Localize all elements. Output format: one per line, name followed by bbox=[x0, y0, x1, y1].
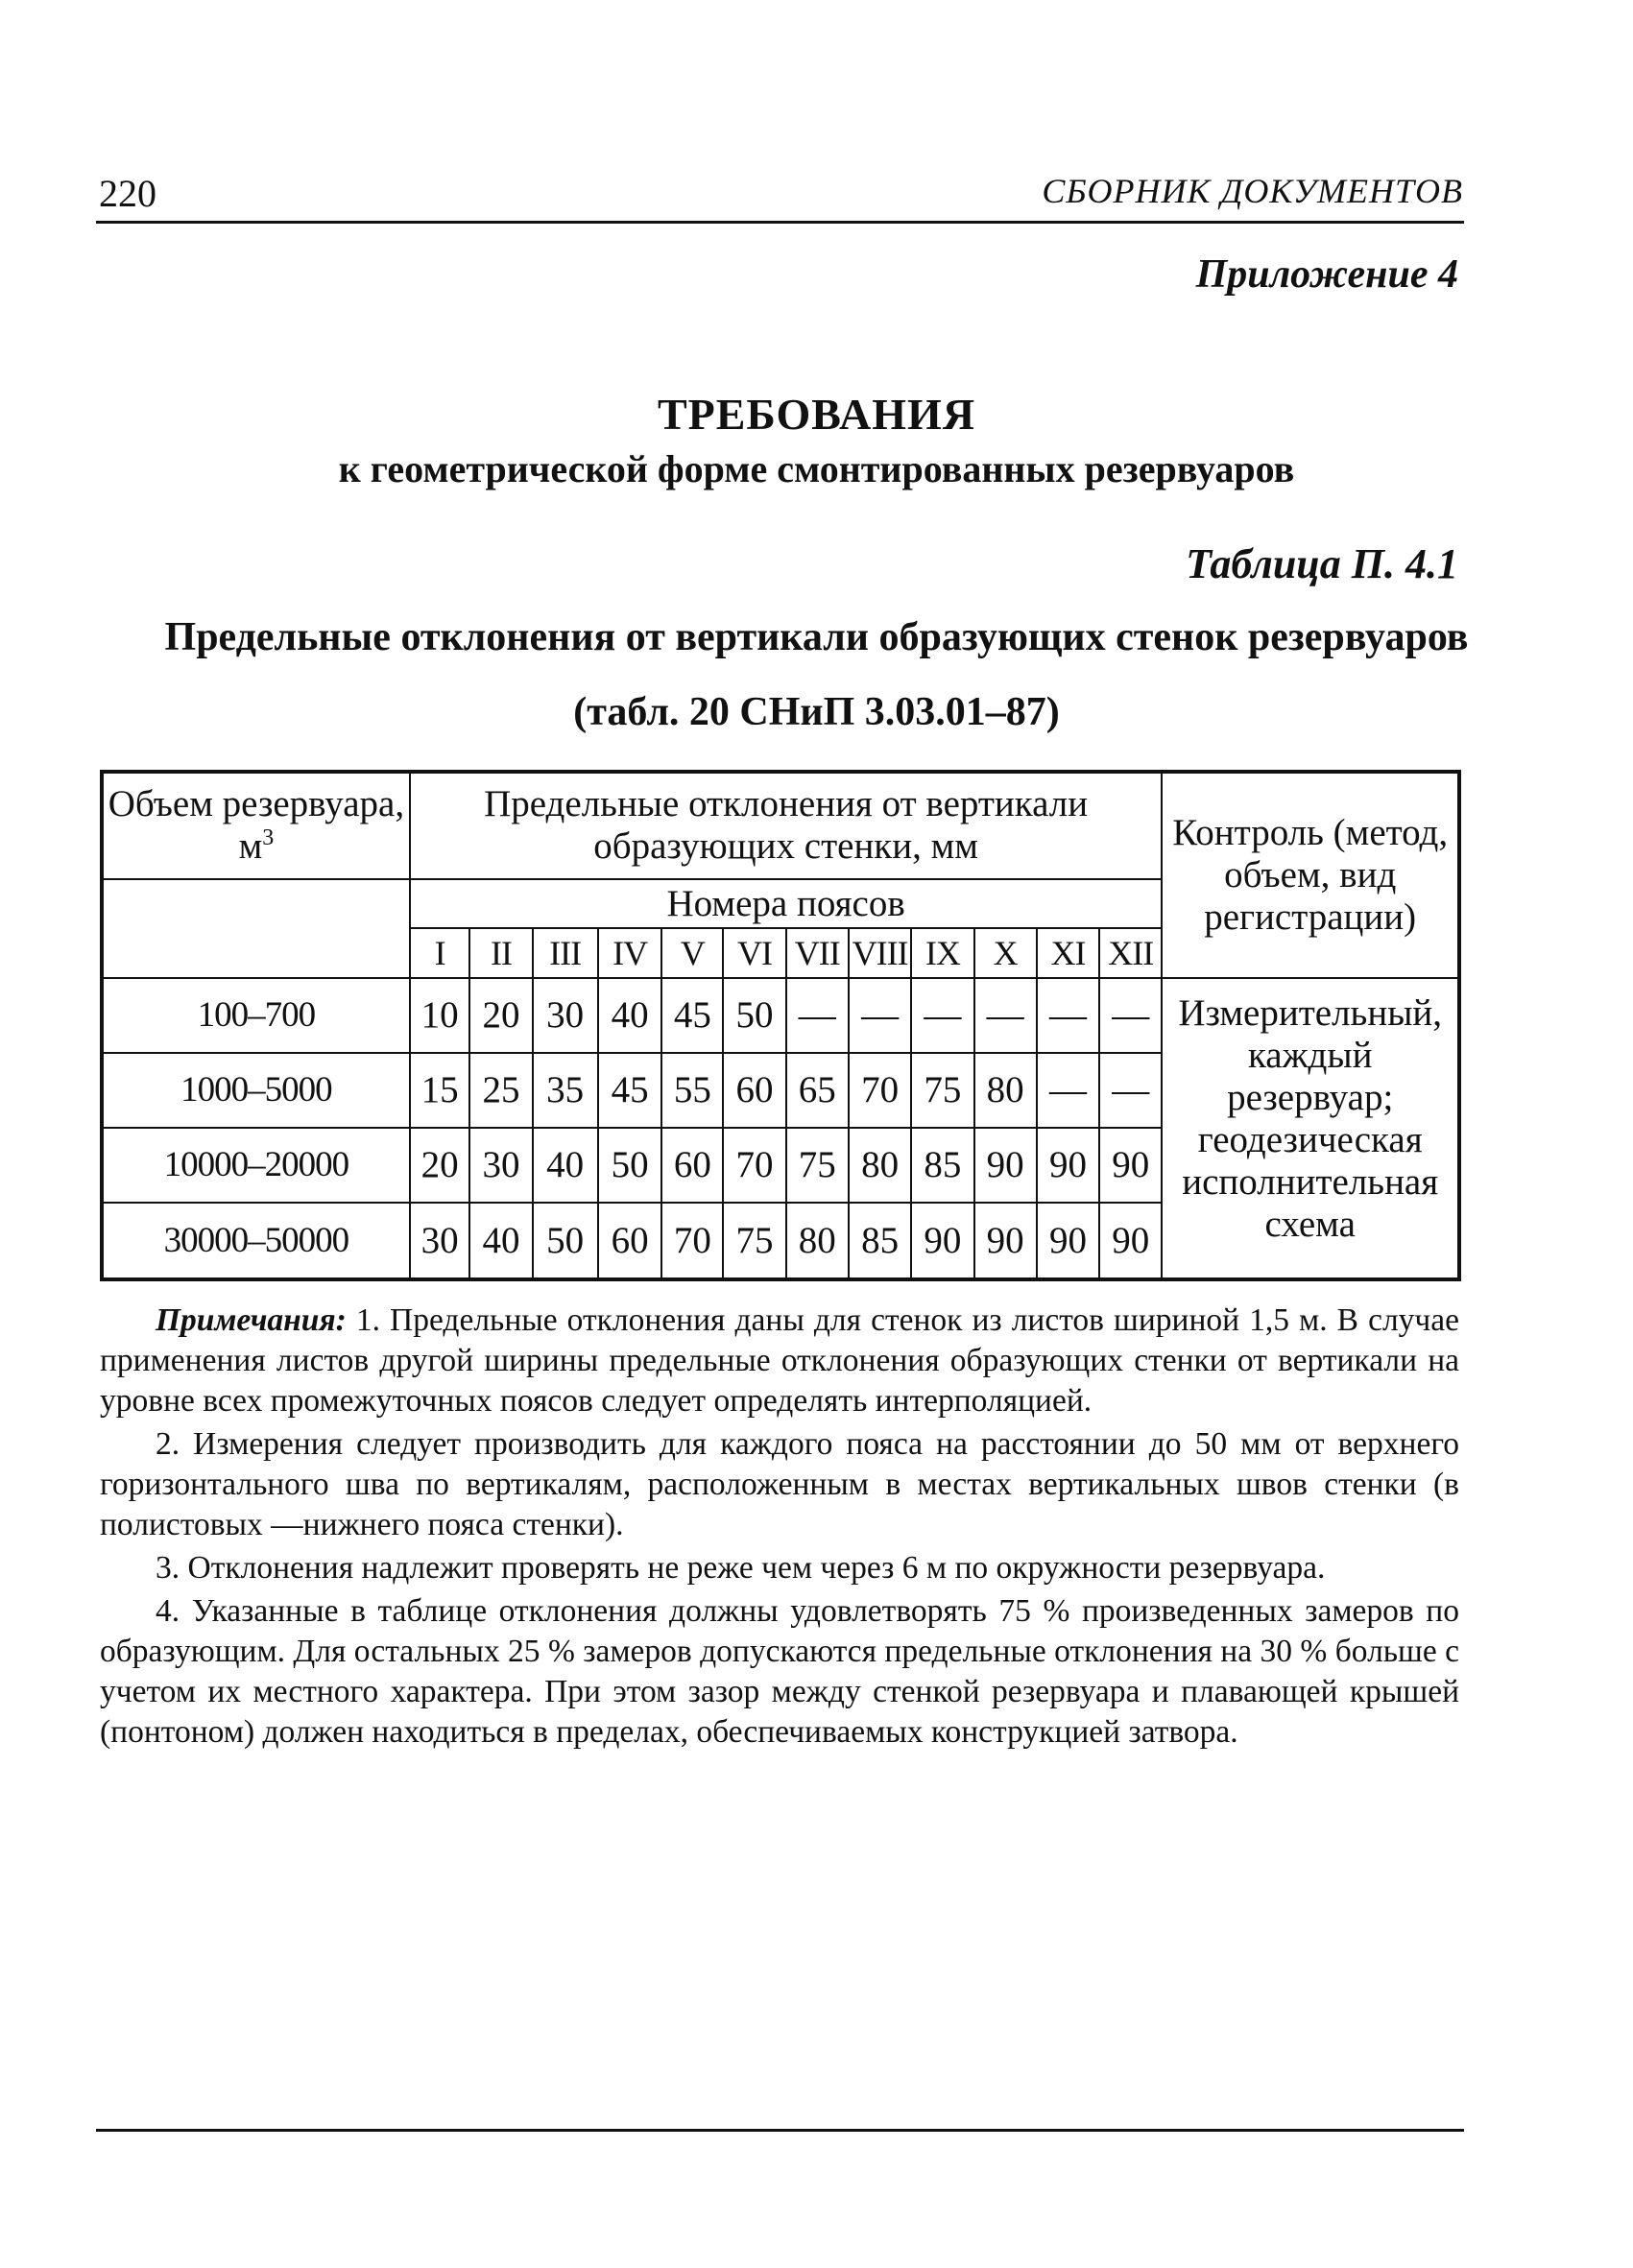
value-cell: 20 bbox=[410, 1128, 469, 1203]
value-cell: 80 bbox=[849, 1128, 911, 1203]
note-3: 3. Отклонения надлежит проверять не реже чем через 6 м по окружности резервуара. bbox=[156, 1550, 1326, 1586]
value-cell: 50 bbox=[598, 1128, 662, 1203]
belt-number-cell: VII bbox=[786, 928, 849, 977]
value-cell: 60 bbox=[598, 1203, 662, 1279]
value-cell: 55 bbox=[661, 1053, 723, 1128]
volume-header-text: Объем резервуара, м bbox=[108, 783, 405, 868]
table-title: Предельные отклонения от вертикали образующих стенок резервуаров bbox=[164, 615, 1469, 659]
volume-cell: 100–700 bbox=[102, 978, 410, 1053]
volume-cell: 10000–20000 bbox=[102, 1128, 410, 1203]
footer-rule bbox=[96, 2129, 1464, 2132]
value-cell: — bbox=[974, 978, 1037, 1053]
value-cell: 30 bbox=[410, 1203, 469, 1279]
value-cell: 90 bbox=[974, 1203, 1037, 1279]
value-cell: 70 bbox=[723, 1128, 785, 1203]
value-cell: — bbox=[911, 978, 973, 1053]
value-cell: 75 bbox=[786, 1128, 849, 1203]
value-cell: — bbox=[1037, 978, 1099, 1053]
value-cell: 85 bbox=[849, 1203, 911, 1279]
value-cell: 60 bbox=[723, 1053, 785, 1128]
control-cell: Измерительный, каждый резервуар; геодезическая исполнительная схема bbox=[1162, 978, 1459, 1279]
value-cell: — bbox=[786, 978, 849, 1053]
deviation-header: Предельные отклонения от вертикали образующих стенки, мм bbox=[410, 772, 1163, 879]
header-rule bbox=[96, 221, 1464, 224]
table-source: (табл. 20 СНиП 3.03.01–87) bbox=[573, 690, 1060, 734]
note-2: 2. Измерения следует производить для каждого пояса на расстоянии до 50 мм от верхнего горизонтального шва по вертикалям, расположенным в местах вертикальных швов стенки (в полистовых —нижнего пояса стенки). bbox=[100, 1426, 1459, 1542]
note-1 bbox=[100, 1301, 1459, 1421]
value-cell: 65 bbox=[786, 1053, 849, 1128]
value-cell: 50 bbox=[533, 1203, 598, 1279]
table-number: Таблица П. 4.1 bbox=[1186, 540, 1458, 587]
document-subtitle: к геометрической форме смонтированных резервуаров bbox=[338, 447, 1295, 490]
value-cell: 25 bbox=[469, 1053, 532, 1128]
value-cell: 90 bbox=[911, 1203, 973, 1279]
value-cell: 35 bbox=[533, 1053, 598, 1128]
value-cell: 90 bbox=[1037, 1203, 1099, 1279]
value-cell: 80 bbox=[786, 1203, 849, 1279]
value-cell: 80 bbox=[974, 1053, 1037, 1128]
value-cell: 90 bbox=[974, 1128, 1037, 1203]
value-cell: 75 bbox=[911, 1053, 973, 1128]
volume-header-sup: 3 bbox=[262, 825, 275, 851]
value-cell: 45 bbox=[598, 1053, 662, 1128]
notes bbox=[100, 1301, 1459, 1755]
belt-number-cell: X bbox=[974, 928, 1037, 977]
value-cell: 10 bbox=[410, 978, 469, 1053]
value-cell: 90 bbox=[1099, 1203, 1162, 1279]
note-text: 1. Предельные отклонения даны для стенок из листов шириной 1,5 м. В случае применения листов другой ширины предельные отклонения образующих стенки от вертикали на уровне всех промежуточных поясов следует определять интерполяцией. bbox=[100, 1302, 1459, 1419]
belt-number-cell: III bbox=[533, 928, 598, 977]
value-cell: 60 bbox=[661, 1128, 723, 1203]
deviation-table bbox=[100, 770, 1461, 1281]
value-cell: 45 bbox=[661, 978, 723, 1053]
value-cell: 70 bbox=[849, 1053, 911, 1128]
belts-header: Номера поясов bbox=[410, 879, 1163, 928]
value-cell: 40 bbox=[533, 1128, 598, 1203]
value-cell: 40 bbox=[598, 978, 662, 1053]
belt-number-cell: II bbox=[469, 928, 532, 977]
value-cell: 75 bbox=[723, 1203, 785, 1279]
table-row bbox=[102, 978, 1459, 1053]
running-head: СБОРНИК ДОКУМЕНТОВ bbox=[1042, 172, 1463, 210]
belt-number-cell: I bbox=[410, 928, 469, 977]
value-cell: 30 bbox=[469, 1128, 532, 1203]
value-cell: 50 bbox=[723, 978, 785, 1053]
control-header: Контроль (метод, объем, вид регистрации) bbox=[1162, 772, 1459, 978]
volume-cell: 30000–50000 bbox=[102, 1203, 410, 1279]
value-cell: 90 bbox=[1037, 1128, 1099, 1203]
note-4: 4. Указанные в таблице отклонения должны удовлетворять 75 % произведенных замеров по образующим. Для остальных 25 % замеров допускаются предельные отклонения на 30 % больше с учетом их местного характера. При этом зазор между стенкой резервуара и плавающей крышей (понтоном) должен находиться в пределах, обеспечиваемых конструкцией затвора. bbox=[100, 1593, 1459, 1750]
belt-number-cell: IV bbox=[598, 928, 662, 977]
value-cell: — bbox=[1037, 1053, 1099, 1128]
belt-number-cell: VI bbox=[723, 928, 785, 977]
belt-number-cell: V bbox=[661, 928, 723, 977]
belt-number-cell: IX bbox=[911, 928, 973, 977]
belt-number-cell: XII bbox=[1099, 928, 1162, 977]
document-title: ТРЕБОВАНИЯ bbox=[657, 390, 976, 439]
volume-header-blank bbox=[102, 879, 410, 978]
value-cell: — bbox=[1099, 1053, 1162, 1128]
value-cell: 20 bbox=[469, 978, 532, 1053]
value-cell: 40 bbox=[469, 1203, 532, 1279]
value-cell: 15 bbox=[410, 1053, 469, 1128]
value-cell: — bbox=[1099, 978, 1162, 1053]
volume-header bbox=[102, 772, 410, 879]
volume-cell: 1000–5000 bbox=[102, 1053, 410, 1128]
appendix-label: Приложение 4 bbox=[1195, 252, 1458, 297]
belt-number-cell: VIII bbox=[849, 928, 911, 977]
value-cell: 70 bbox=[661, 1203, 723, 1279]
page-number: 220 bbox=[99, 172, 156, 215]
value-cell: 90 bbox=[1099, 1128, 1162, 1203]
value-cell: — bbox=[849, 978, 911, 1053]
value-cell: 30 bbox=[533, 978, 598, 1053]
belt-number-cell: XI bbox=[1037, 928, 1099, 977]
value-cell: 85 bbox=[911, 1128, 973, 1203]
notes-lead: Примечания: bbox=[156, 1302, 347, 1338]
